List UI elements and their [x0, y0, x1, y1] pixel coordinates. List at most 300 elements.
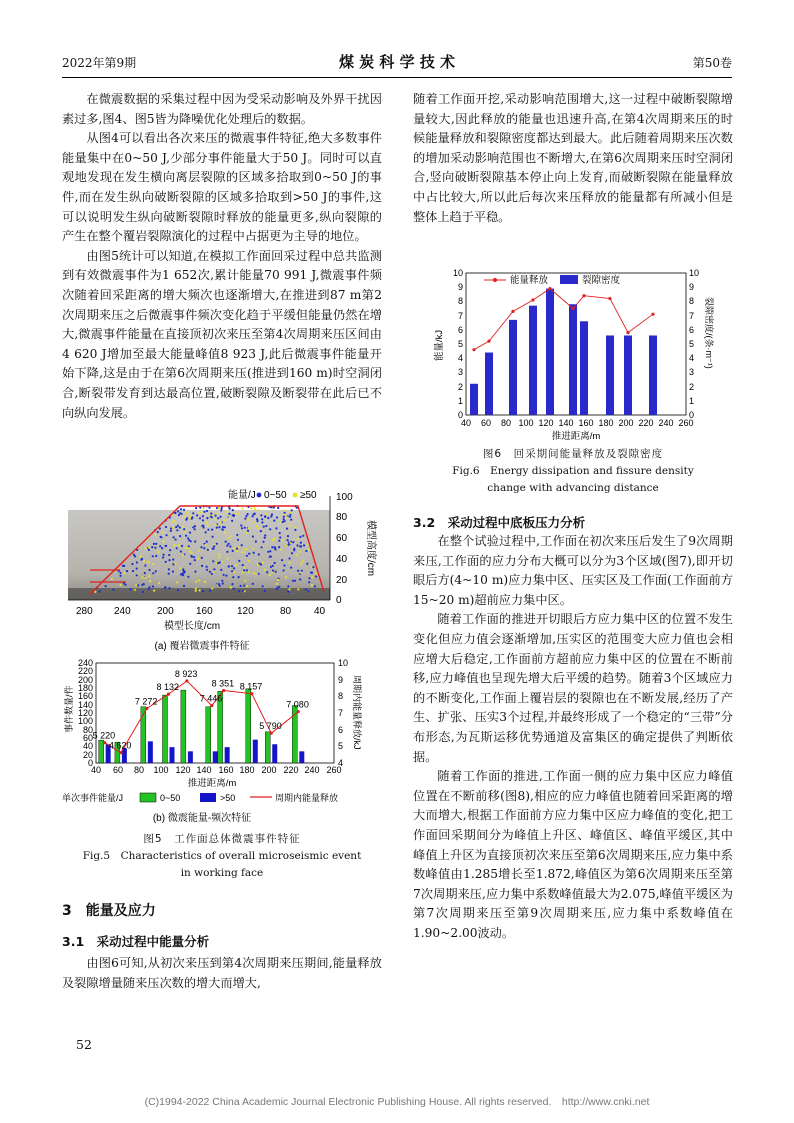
- event-dot: [280, 549, 282, 551]
- paragraph: 从图4可以看出各次来压的微震事件特征,绝大多数事件能量集中在0~50 J,少部分事件能量大于50 J。同时可以直观地发现在发生横向离层裂隙的区域多拾取到0~50 J的事件,而在发生纵向破断裂隙的区域多拾取到>50 J的事件,这可以说明发生纵向破断裂隙时释放的能量更多,纵向裂隙的产生在整个覆岩裂隙演化的过程中占据更为主导的地位。: [62, 131, 382, 244]
- svg-text:200: 200: [157, 606, 174, 617]
- event-dot: [175, 538, 177, 540]
- event-dot: [142, 591, 144, 593]
- bar-low-energy: [162, 695, 167, 763]
- svg-text:1: 1: [689, 396, 695, 406]
- event-dot: [225, 575, 227, 577]
- event-dot: [308, 549, 310, 551]
- event-dot: [193, 556, 195, 558]
- event-dot: [183, 528, 185, 530]
- event-dot: [287, 591, 289, 593]
- event-dot: [194, 528, 196, 530]
- event-dot: [241, 551, 243, 553]
- event-dot: [229, 545, 231, 547]
- svg-text:9: 9: [338, 675, 344, 685]
- event-dot: [289, 514, 291, 516]
- density-bar: [509, 320, 517, 415]
- svg-text:80: 80: [82, 725, 93, 735]
- event-dot: [188, 539, 190, 541]
- event-dot: [212, 560, 214, 562]
- event-dot: [263, 526, 265, 528]
- journal-issue: 2022年第9期: [62, 56, 137, 70]
- event-dot: [240, 585, 242, 587]
- event-dot: [207, 549, 209, 551]
- event-dot: [221, 580, 223, 582]
- event-dot: [226, 511, 228, 513]
- svg-text:140: 140: [558, 418, 574, 428]
- event-dot: [148, 575, 150, 577]
- event-dot: [303, 544, 305, 546]
- event-dot: [228, 565, 230, 567]
- event-dot: [187, 547, 189, 549]
- event-dot: [264, 534, 266, 536]
- event-dot: [189, 563, 191, 565]
- event-dot: [243, 569, 245, 571]
- event-dot: [278, 540, 280, 542]
- event-dot: [183, 509, 185, 511]
- event-dot: [168, 559, 170, 561]
- event-dot: [198, 579, 200, 581]
- svg-text:0: 0: [689, 410, 695, 420]
- event-dot: [129, 588, 131, 590]
- svg-text:80: 80: [133, 765, 145, 775]
- event-dot: [136, 568, 138, 570]
- event-dot: [261, 518, 263, 520]
- event-dot: [133, 554, 135, 556]
- energy-label: 8 923: [174, 668, 198, 679]
- figure-5a: [62, 484, 394, 656]
- event-dot: [226, 545, 228, 547]
- event-dot: [288, 588, 290, 590]
- svg-text:3: 3: [457, 367, 463, 377]
- event-dot: [292, 541, 294, 543]
- energy-point: [103, 741, 106, 744]
- event-dot: [314, 585, 316, 587]
- event-dot: [149, 580, 151, 582]
- event-dot: [287, 539, 289, 541]
- event-dot: [283, 564, 285, 566]
- event-dot: [264, 590, 266, 592]
- svg-text:160: 160: [218, 765, 234, 775]
- event-dot: [271, 513, 273, 515]
- svg-text:120: 120: [237, 606, 254, 617]
- event-dot: [223, 574, 225, 576]
- svg-text:140: 140: [77, 700, 93, 710]
- bar-high-energy: [188, 751, 193, 763]
- energy-label: 7 446: [199, 693, 223, 704]
- svg-text:100: 100: [518, 418, 534, 428]
- event-dot: [168, 554, 170, 556]
- event-dot: [172, 571, 174, 573]
- event-dot: [220, 569, 222, 571]
- svg-text:180: 180: [598, 418, 614, 428]
- density-bar: [529, 306, 537, 415]
- event-dot: [238, 560, 240, 562]
- svg-text:20: 20: [336, 575, 348, 586]
- event-dot: [284, 512, 286, 514]
- bar-low-energy: [246, 689, 251, 763]
- event-dot: [160, 536, 162, 538]
- event-dot: [269, 550, 271, 552]
- event-dot: [273, 538, 275, 540]
- figure-6: [420, 265, 730, 443]
- event-dot: [201, 557, 203, 559]
- event-dot: [152, 572, 154, 574]
- svg-text:220: 220: [283, 765, 299, 775]
- event-dot: [252, 535, 254, 537]
- event-dot: [220, 522, 222, 524]
- paragraph: 由图6可知,从初次来压到第4次周期来压期间,能量释放及裂隙增量随来压次数的增大而增大,: [62, 956, 382, 990]
- event-dot: [213, 571, 215, 573]
- event-dot: [287, 585, 289, 587]
- event-dot: [200, 546, 202, 548]
- event-dot: [248, 553, 250, 555]
- svg-text:260: 260: [678, 418, 694, 428]
- event-dot: [277, 507, 279, 509]
- event-dot: [220, 509, 222, 511]
- energy-label: 7 272: [134, 696, 158, 707]
- event-dot: [294, 529, 296, 531]
- event-dot: [215, 524, 217, 526]
- density-bar: [624, 335, 632, 415]
- paragraph: 在整个试验过程中,工作面在初次来压后发生了9次周期来压,工作面的应力分布大概可以分为3个区域(图7),即开切眼后方(4~10 m)应力集中区、压实区及工作面(工作面前方15~20 m)超前应力集中区。: [413, 534, 733, 607]
- event-dot: [218, 507, 220, 509]
- event-dot: [272, 539, 274, 541]
- event-dot: [238, 513, 240, 515]
- event-dot: [210, 513, 212, 515]
- event-dot: [105, 585, 107, 587]
- bar-high-energy: [253, 740, 258, 763]
- event-dot: [199, 517, 201, 519]
- event-dot: [284, 509, 286, 511]
- event-dot: [315, 573, 317, 575]
- svg-text:220: 220: [77, 666, 93, 676]
- event-dot: [245, 548, 247, 550]
- density-bar: [606, 335, 614, 415]
- event-dot: [297, 538, 299, 540]
- energy-point: [626, 331, 629, 334]
- model-photo: [68, 510, 330, 600]
- event-dot: [181, 545, 183, 547]
- svg-text:100: 100: [336, 492, 353, 503]
- event-dot: [194, 525, 196, 527]
- subfigure-label: (b) 微震能量-频次特征: [152, 813, 252, 824]
- event-dot: [99, 590, 101, 592]
- event-dot: [176, 547, 178, 549]
- event-dot: [171, 521, 173, 523]
- event-dot: [155, 543, 157, 545]
- event-dot: [226, 551, 228, 553]
- event-dot: [269, 574, 271, 576]
- event-dot: [272, 565, 274, 567]
- event-dot: [190, 552, 192, 554]
- event-dot: [302, 560, 304, 562]
- event-dot: [202, 507, 204, 509]
- event-dot: [177, 525, 179, 527]
- event-dot: [203, 511, 205, 513]
- event-dot: [252, 583, 254, 585]
- event-dot: [311, 576, 313, 578]
- svg-text:2: 2: [457, 382, 463, 392]
- event-dot: [296, 544, 298, 546]
- event-dot: [274, 546, 276, 548]
- event-dot: [189, 532, 191, 534]
- energy-point: [250, 692, 253, 695]
- event-dot: [164, 586, 166, 588]
- svg-text:160: 160: [196, 606, 213, 617]
- event-dot: [142, 576, 144, 578]
- svg-text:120: 120: [77, 708, 93, 718]
- event-dot: [136, 574, 138, 576]
- event-dot: [144, 564, 146, 566]
- event-dot: [184, 530, 186, 532]
- event-dot: [163, 541, 165, 543]
- density-bar: [649, 335, 657, 415]
- event-dot: [187, 576, 189, 578]
- svg-text:6: 6: [689, 325, 695, 335]
- event-dot: [295, 526, 297, 528]
- event-dot: [172, 558, 174, 560]
- event-dot: [181, 513, 183, 515]
- event-dot: [277, 579, 279, 581]
- event-dot: [291, 552, 293, 554]
- event-dot: [244, 527, 246, 529]
- event-dot: [208, 514, 210, 516]
- event-dot: [190, 555, 192, 557]
- event-dot: [202, 515, 204, 517]
- event-dot: [218, 553, 220, 555]
- energy-label: 8 351: [211, 678, 235, 689]
- event-dot: [279, 532, 281, 534]
- event-dot: [257, 509, 259, 511]
- event-dot: [311, 572, 313, 574]
- event-dot: [278, 586, 280, 588]
- event-dot: [273, 520, 275, 522]
- svg-text:80: 80: [280, 606, 292, 617]
- event-dot: [238, 590, 240, 592]
- event-dot: [233, 547, 235, 549]
- event-dot: [308, 581, 310, 583]
- event-dot: [183, 585, 185, 587]
- event-dot: [211, 573, 213, 575]
- event-dot: [182, 554, 184, 556]
- legend-high: ≥50: [300, 490, 317, 501]
- event-dot: [173, 520, 175, 522]
- event-dot: [305, 550, 307, 552]
- event-dot: [258, 527, 260, 529]
- event-dot: [126, 570, 128, 572]
- energy-point: [297, 710, 300, 713]
- event-dot: [307, 590, 309, 592]
- event-dot: [264, 569, 266, 571]
- energy-point: [472, 348, 475, 351]
- event-dot: [174, 563, 176, 565]
- event-dot: [201, 511, 203, 513]
- energy-point: [511, 310, 514, 313]
- event-dot: [205, 531, 207, 533]
- energy-point: [210, 704, 213, 707]
- event-dot: [300, 563, 302, 565]
- svg-text:7: 7: [338, 708, 344, 718]
- event-dot: [180, 508, 182, 510]
- svg-text:200: 200: [77, 675, 93, 685]
- svg-text:60: 60: [82, 733, 93, 743]
- event-dot: [233, 588, 235, 590]
- event-dot: [282, 521, 284, 523]
- event-dot: [177, 589, 179, 591]
- paragraph: 在微震数据的采集过程中因为受采动影响及外界干扰因素过多,图4、图5皆为降噪优化处理后的数据。: [62, 92, 382, 126]
- event-dot: [183, 570, 185, 572]
- event-dot: [194, 571, 196, 573]
- event-dot: [258, 573, 260, 575]
- event-dot: [201, 565, 203, 567]
- paragraph: 随着工作面开挖,采动影响范围增大,这一过程中破断裂隙增量较大,因此释放的能量也迅速升高,在第4次周期来压的时候能量释放和裂隙密度都达到最大。此后随着周期来压次数的增加采动影响范围也不断增大,在第6次周期来压时空洞闭合,竖向破断裂隙基本停止向上发育,而破断裂隙在能量释放中占比较大,所以此后每次来压释放的能量都有所减小但是整体上趋于平稳。: [413, 92, 733, 224]
- density-bar: [485, 353, 493, 415]
- event-dot: [179, 567, 181, 569]
- event-dot: [265, 513, 267, 515]
- event-dot: [206, 521, 208, 523]
- event-dot: [187, 537, 189, 539]
- event-dot: [175, 526, 177, 528]
- legend-energy-label: 能量/J: [228, 490, 256, 501]
- event-dot: [153, 590, 155, 592]
- event-dot: [289, 516, 291, 518]
- event-dot: [143, 560, 145, 562]
- event-dot: [195, 581, 197, 583]
- energy-point: [119, 751, 122, 754]
- event-dot: [286, 516, 288, 518]
- event-dot: [254, 513, 256, 515]
- paragraph: 随着工作面的推进开切眼后方应力集中区的位置不发生变化但应力值会逐渐增加,压实区的范围变大应力值也会相应增大后稳定,工作面前方超前应力集中区的位置在不断前移,应力峰值也呈现先增大后平缓的趋势。随着3个区域应力的不断变化,工作面上覆岩层的裂隙也在不断发展,经历了产生、扩张、压实3个过程,并最终形成了一个稳定的“三带”分布形态,为瓦斯运移优势通道及富集区的确定提供了判断依据。: [413, 612, 733, 764]
- svg-text:120: 120: [538, 418, 554, 428]
- event-dot: [152, 563, 154, 565]
- event-dot: [289, 542, 291, 544]
- event-dot: [265, 525, 267, 527]
- bar-high-energy: [169, 747, 174, 763]
- event-dot: [290, 567, 292, 569]
- event-dot: [207, 524, 209, 526]
- event-dot: [312, 566, 314, 568]
- energy-label: 8 157: [239, 681, 263, 692]
- event-dot: [208, 507, 210, 509]
- event-dot: [252, 548, 254, 550]
- event-dot: [296, 507, 298, 509]
- event-dot: [195, 588, 197, 590]
- section-heading-3-1: 3.1 采动过程中能量分析: [62, 934, 210, 949]
- event-dot: [216, 543, 218, 545]
- event-dot: [307, 544, 309, 546]
- event-dot: [278, 546, 280, 548]
- energy-point: [487, 340, 490, 343]
- event-dot: [177, 510, 179, 512]
- svg-text:240: 240: [304, 765, 320, 775]
- event-dot: [123, 565, 125, 567]
- left-body: [62, 90, 382, 423]
- event-dot: [246, 585, 248, 587]
- event-dot: [159, 527, 161, 529]
- event-dot: [300, 542, 302, 544]
- bar-low-energy: [265, 732, 270, 763]
- event-dot: [270, 515, 272, 517]
- event-dot: [269, 528, 271, 530]
- svg-text:6: 6: [338, 725, 344, 735]
- svg-text:5: 5: [457, 339, 463, 349]
- svg-text:8: 8: [457, 296, 463, 306]
- event-dot: [162, 531, 164, 533]
- event-dot: [199, 507, 201, 509]
- event-dot: [141, 558, 143, 560]
- svg-text:4: 4: [689, 353, 695, 363]
- svg-text:160: 160: [77, 691, 93, 701]
- energy-point: [270, 732, 273, 735]
- event-dot: [189, 517, 191, 519]
- event-dot: [216, 527, 218, 529]
- event-dot: [136, 561, 138, 563]
- event-dot: [290, 519, 292, 521]
- event-dot: [289, 557, 291, 559]
- event-dot: [302, 535, 304, 537]
- event-dot: [215, 515, 217, 517]
- bar-low-energy: [181, 690, 186, 763]
- svg-text:9: 9: [689, 282, 695, 292]
- event-dot: [236, 534, 238, 536]
- event-dot: [112, 589, 114, 591]
- event-dot: [300, 545, 302, 547]
- event-dot: [185, 547, 187, 549]
- energy-point: [582, 294, 585, 297]
- event-dot: [216, 513, 218, 515]
- legend-energy: 能量释放: [510, 275, 549, 286]
- event-dot: [168, 568, 170, 570]
- bar-high-energy: [272, 744, 277, 763]
- event-dot: [258, 562, 260, 564]
- figure-5-caption: 图5 工作面总体微震事件特征 Fig.5 Characteristics of overall microseismic event in working face: [82, 833, 362, 879]
- event-dot: [252, 515, 254, 517]
- event-dot: [270, 556, 272, 558]
- event-dot: [209, 590, 211, 592]
- event-dot: [284, 520, 286, 522]
- event-dot: [197, 557, 199, 559]
- svg-text:0: 0: [336, 595, 342, 606]
- x-axis-label: 推进距离/m: [187, 778, 237, 789]
- event-dot: [255, 525, 257, 527]
- svg-text:100: 100: [77, 716, 93, 726]
- svg-text:7: 7: [457, 311, 463, 321]
- energy-label: 8 132: [156, 682, 180, 693]
- svg-text:10: 10: [689, 268, 700, 278]
- event-dot: [233, 567, 235, 569]
- svg-text:1: 1: [457, 396, 463, 406]
- event-dot: [165, 526, 167, 528]
- event-dot: [311, 584, 313, 586]
- event-dot: [260, 514, 262, 516]
- svg-text:60: 60: [480, 418, 492, 428]
- event-dot: [170, 527, 172, 529]
- event-dot: [293, 549, 295, 551]
- event-dot: [120, 575, 122, 577]
- svg-text:80: 80: [500, 418, 512, 428]
- header-rule: [62, 77, 732, 78]
- event-dot: [271, 546, 273, 548]
- event-dot: [236, 548, 238, 550]
- svg-text:180: 180: [77, 683, 93, 693]
- event-dot: [221, 507, 223, 509]
- page-number: 52: [76, 1037, 92, 1052]
- event-dot: [159, 545, 161, 547]
- event-dot: [141, 584, 143, 586]
- event-dot: [271, 571, 273, 573]
- event-dot: [229, 508, 231, 510]
